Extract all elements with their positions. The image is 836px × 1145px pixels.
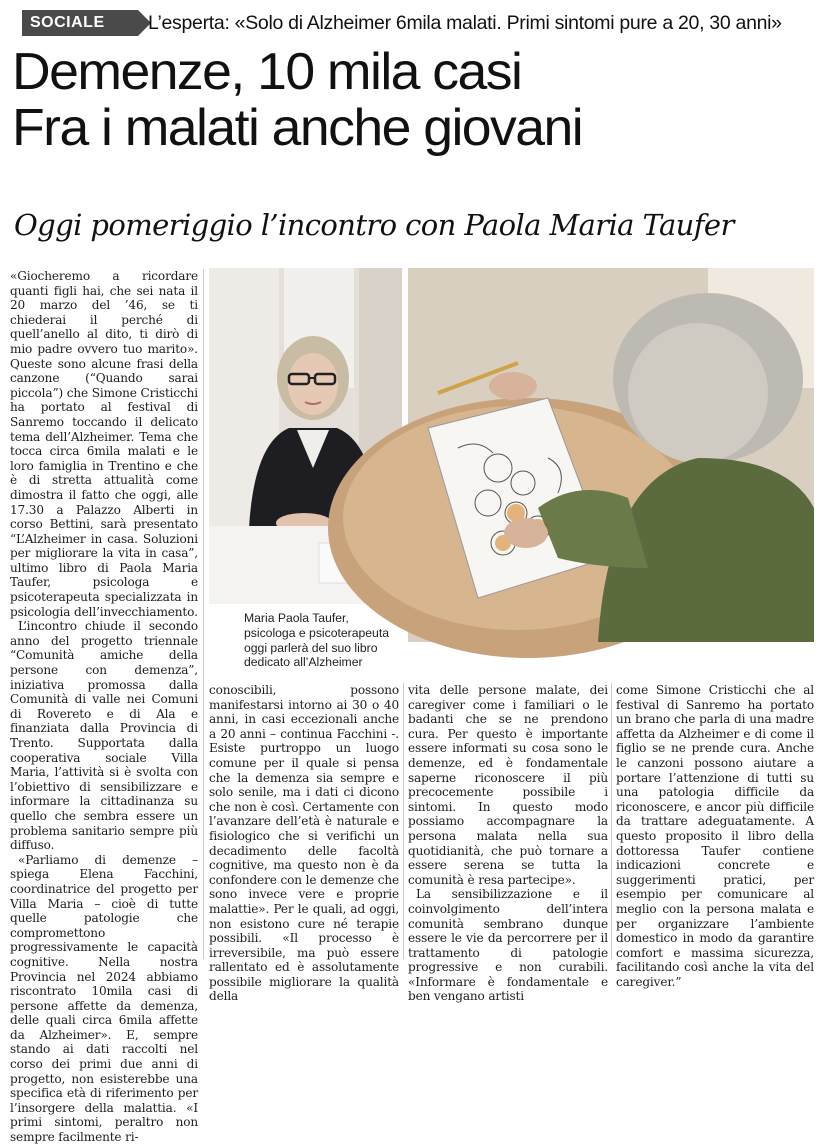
paragraph: La sensibilizzazione e il coinvolgimento dell’intera comunità sembrano dunque essere le vie da percorrere per il trattamento di patologie progressive e non curabili. «Informare è fondamentale e ben vengano artisti <box>408 887 608 1004</box>
paragraph: vita delle persone malate, dei caregiver come i familiari o le badanti che se ne prendono cura. Per questo è importante essere informati su cosa sono le demenze, ed è fondamentale saperne riconoscere il più precocemente possibile i sintomi. In questo modo possiamo accompagnare la persona malata nella sua quotidianità, che può tornare a essere serena se tutta la comunità è resa partecipe». <box>408 683 608 887</box>
paragraph: come Simone Cristicchi che al festival di Sanremo ha portato un brano che parla di una madre affetta da Alzheimer e di come il figlio se ne prende cura. Anche le canzoni possono aiutare a portare l’attenzione di tutti su una patologia difficile da riconoscere, e ancor più difficile da trattare adeguatamente. A questo proposito il libro della dottoressa Taufer contiene indicazioni concrete e suggerimenti pratici, per esempio per comunicare al meglio con la persona malata e per organizzare l’ambiente domestico in modo da garantire comfort e massima sicurezza, facilitando così anche la vita del caregiver.” <box>616 683 814 989</box>
caption-line: psicologa e psicoterapeuta <box>244 625 389 640</box>
column-divider <box>611 683 612 959</box>
paragraph: «Parliamo di demenze – spiega Elena Facchini, coordinatrice del progetto per Villa Maria – cioè di tutte quelle patologie che compromettono progressivamente le capacità cognitive. Nella nostra Provincia nel 2024 abbiamo riscontrato 10mila casi di persone affette da demenza, delle quali circa 6mila affette da Alzheimer». E, sempre stando ai dati raccolti nel corso dei primi due anni di progetto, non esisterebbe una specifica età di riferimento per l’insorgere della malattia. «I primi sintomi, peraltro non sempre facilmente ri- <box>10 852 198 1145</box>
paragraph: conoscibili, possono manifestarsi intorno ai 30 o 40 anni, in casi eccezionali anche a 20 anni – continua Facchini -. Esiste purtroppo un luogo comune per il quale si pensa che la demenza sia sempre e solo senile, ma i dati ci dicono che non è così. Certamente con l’avanzare dell’età è naturale e fisiologico che si verifichi un decadimento delle facoltà cognitive, ma questo non è da confondere con le demenze che sono invece vere e proprie malattie». Per le quali, ad oggi, non esistono cure né terapie possibili. «Il processo è irreversibile, ma può essere rallentato ed è assolutamente possibile migliorare la qualità della <box>209 683 399 1004</box>
photo-caption <box>244 611 404 670</box>
caption-line: dedicato all’Alzheimer <box>244 655 363 670</box>
article-column-3 <box>408 683 608 1004</box>
kicker-bar <box>0 4 824 38</box>
headline-line-1: Demenze, 10 mila casi <box>12 43 522 101</box>
column-divider <box>203 269 204 959</box>
paragraph: L’incontro chiude il secondo anno del progetto triennale “Comunità amiche della persone con demenza”, iniziativa promossa dalla Comunità di valle nei Comuni di Rovereto e di Ala e finanziata dalla Provincia di Trento. Supportata dalla cooperativa sociale Villa Maria, l’attività si è svolta con l’obiettivo di sensibilizzare e informare la cittadinanza su quello che sembra essere un problema sanitario sempre più diffuso. <box>10 619 198 853</box>
kicker-text: L’esperta: «Solo di Alzheimer 6mila malati. Primi sintomi pure a 20, 30 anni» <box>148 12 782 34</box>
article-column-4 <box>616 683 814 989</box>
section-tag: SOCIALE <box>22 10 138 36</box>
column-divider <box>403 683 404 959</box>
paragraph: «Giocheremo a ricordare quanti figli hai, che sei nata il 20 marzo del ’46, se ti chiederai il perché di quell’anello al dito, ti dirò di mio padre ovvero tuo marito». Queste sono alcune frasi della canzone (“Quando sarai piccola”) che Simone Cristicchi ha portato al festival di Sanremo toccando il delicato tema dell’Alzheimer. Tema che tocca circa 6mila malati e le loro famiglia in Trentino e che è di stretta attualità come dimostra il fatto che oggi, alle 17.30 a Palazzo Alberti in corso Bettini, sarà presentato “L’Alzheimer in casa. Soluzioni per migliorare la vita in casa”, ultimo libro di Paola Maria Taufer, psicologa e psicoterapeuta specializzata in psicologia dell’invecchiamento. <box>10 269 198 619</box>
caption-line: Maria Paola Taufer, <box>244 611 349 625</box>
article-column-2 <box>209 683 399 1004</box>
headline-line-2: Fra i malati anche giovani <box>12 99 583 157</box>
subheadline: Oggi pomeriggio l’incontro con Paola Maria Taufer <box>14 208 734 242</box>
article-column-1 <box>10 269 198 1145</box>
caption-line: oggi parlerà del suo libro <box>244 640 378 655</box>
coloring-photo <box>408 268 814 642</box>
coloring-illustration <box>408 268 814 642</box>
headline <box>12 44 836 156</box>
